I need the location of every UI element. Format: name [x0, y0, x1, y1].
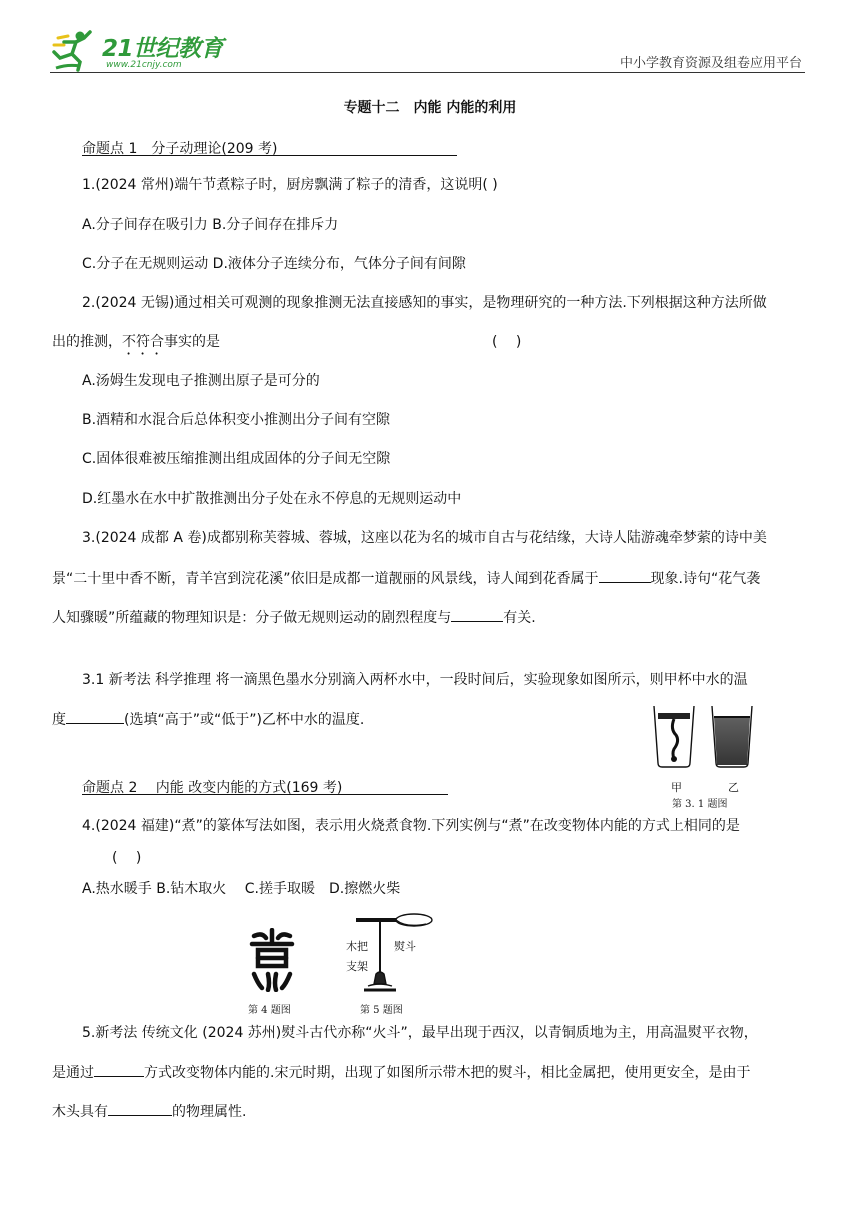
q3-1-line2 — [52, 709, 364, 730]
q5-line2-b: 方式改变物体内能的.宋元时期，出现了如图所示带木把的熨斗，相比金属把，使用更安全，是由于 — [144, 1065, 751, 1081]
q2-emphasis: 不符合 — [122, 334, 164, 350]
q3-line3 — [52, 607, 536, 628]
section-heading-2: 命题点 2 内能 改变内能的方式(169 考) — [82, 780, 343, 796]
q5-blank-2[interactable] — [108, 1101, 172, 1116]
page-header — [0, 0, 860, 80]
q3-1-line1: 3.1 新考法 科学推理 将一滴黑色墨水分别滴入两杯水中，一段时间后，实验现象如图所示，则甲杯中水的温 — [82, 672, 748, 688]
q3-line3-a: 人知骤暖”所蕴藏的物理知识是：分子做无规则运动的剧烈程度与 — [52, 610, 452, 626]
beakers-figure — [650, 703, 760, 775]
figure-4-caption: 第 4 题图 — [248, 1005, 291, 1016]
q2-answer-paren: ( ) — [492, 334, 522, 350]
runner-logo-icon — [50, 28, 102, 74]
q3-line3-b: 有关. — [503, 610, 536, 626]
site-logo — [50, 28, 224, 76]
section-heading-1: 命题点 1 分子动理论(209 考) — [82, 141, 278, 157]
q3-line2-a: 景“二十里中香不断，青羊宫到浣花溪”依旧是成都一道靓丽的风景线，诗人闻到花香属于 — [52, 571, 599, 587]
beaker-label-yi: 乙 — [728, 781, 739, 794]
label-wooden-handle: 木把 — [346, 940, 368, 953]
logo-url: www.21cnjy.com — [106, 60, 182, 70]
q2-option-d: D.红墨水在水中扩散推测出分子处在永不停息的无规则运动中 — [82, 491, 462, 507]
q3-line2-b: 现象.诗句“花气袭 — [650, 571, 761, 587]
q5-line2 — [52, 1062, 750, 1083]
logo-text: 21世纪教育 — [102, 36, 224, 62]
q2-stem-pre: 出的推测， — [52, 334, 122, 350]
q5-line1: 5.新考法 传统文化 (2024 苏州)熨斗古代亦称“火斗”，最早出现于西汉，以青铜质地为主，用高温熨平衣物， — [82, 1025, 758, 1041]
q2-stem-line2 — [52, 332, 220, 358]
section-underline-1 — [82, 155, 457, 156]
q5-line3-a: 木头具有 — [52, 1104, 108, 1120]
q4-stem: 4.(2024 福建)“煮”的篆体写法如图，表示用火烧煮食物.下列实例与“煮”在改变物体内能的方式上相同的是 — [82, 818, 740, 834]
q5-line3-b: 的物理属性. — [172, 1104, 247, 1120]
q4-answer-paren: ( ) — [112, 850, 142, 866]
q3-blank-1[interactable] — [599, 568, 651, 583]
label-iron: 熨斗 — [394, 940, 416, 953]
section-underline-2 — [82, 794, 448, 795]
q2-option-a: A.汤姆生发现电子推测出原子是可分的 — [82, 373, 320, 389]
q3-1-blank[interactable] — [66, 709, 124, 724]
q2-option-c: C.固体很难被压缩推测出组成固体的分子间无空隙 — [82, 451, 391, 467]
q5-line3 — [52, 1101, 246, 1122]
seal-script-zhu-icon — [248, 928, 296, 992]
figure-5-caption: 第 5 题图 — [360, 1005, 403, 1016]
label-stand: 支架 — [346, 960, 368, 973]
q3-1-line2-b: (选填“高于”或“低于”)乙杯中水的温度. — [124, 712, 365, 728]
q2-option-b: B.酒精和水混合后总体积变小推测出分子间有空隙 — [82, 412, 391, 428]
q2-stem-post: 事实的是 — [164, 334, 220, 350]
page-title: 专题十二 内能 内能的利用 — [343, 100, 517, 116]
q3-blank-2[interactable] — [451, 607, 503, 622]
q3-line1: 3.(2024 成都 A 卷)成都别称芙蓉城、蓉城，这座以花为名的城市自古与花结缘，大诗人陆游魂牵梦萦的诗中美 — [82, 530, 767, 546]
q2-stem-line1: 2.(2024 无锡)通过相关可观测的现象推测无法直接感知的事实，是物理研究的一种方法.下列根据这种方法所做 — [82, 295, 767, 311]
q1-options-cd: C.分子在无规则运动 D.液体分子连续分布，气体分子间有间隙 — [82, 256, 466, 272]
q4-options: A.热水暖手 B.钻木取火 C.搓手取暖 D.擦燃火柴 — [82, 881, 401, 897]
q1-stem: 1.(2024 常州)端午节煮粽子时，厨房飘满了粽子的清香，这说明( ) — [82, 177, 498, 193]
platform-name: 中小学教育资源及组卷应用平台 — [619, 56, 802, 71]
header-divider — [50, 72, 805, 73]
iron-figure — [336, 912, 436, 998]
beaker-label-jia: 甲 — [671, 781, 682, 794]
figure-3-1-caption: 第 3. 1 题图 — [672, 799, 728, 810]
q5-blank-1[interactable] — [94, 1062, 144, 1077]
q5-line2-a: 是通过 — [52, 1065, 94, 1081]
q3-line2 — [52, 568, 760, 589]
q3-1-line2-a: 度 — [52, 712, 66, 728]
q1-options-ab: A.分子间存在吸引力 B.分子间存在排斥力 — [82, 217, 339, 233]
